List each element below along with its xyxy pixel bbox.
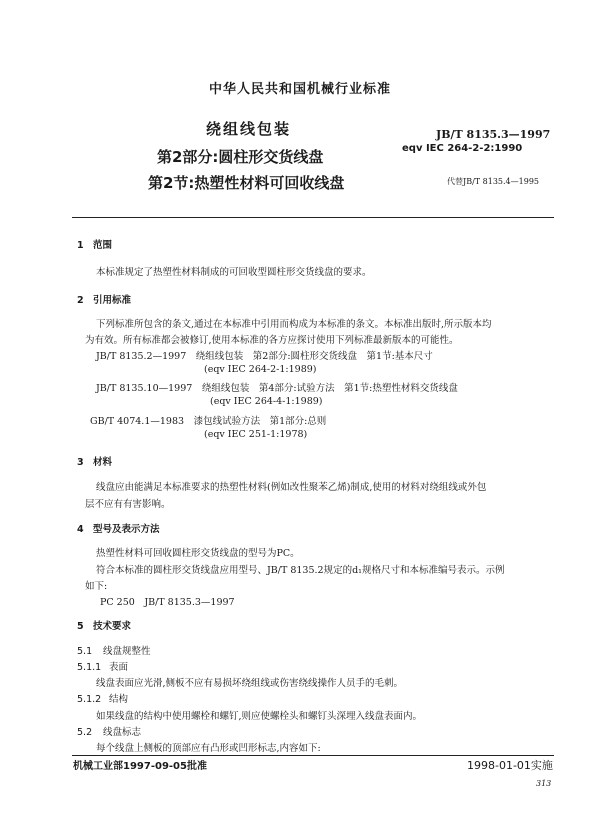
reference-3-eqv: (eqv IEC 251-1:1978) — [204, 429, 308, 440]
reference-1-eqv: (eqv IEC 264-2-1:1989) — [204, 364, 317, 375]
section-4-text-2: 符合本标准的圆柱形交货线盘应用型号、JB/T 8135.2规定的d₁规格尺寸和本标准编号表示。示例 — [96, 565, 505, 576]
effective-date: 1998-01-01实施 — [467, 759, 553, 772]
section-3-text-1: 线盘应由能满足本标准要求的热塑性材料(例如改性聚苯乙烯)制成,使用的材料对绕组线或外包 — [96, 482, 487, 493]
title-line-1: 绕组线包装 — [206, 120, 292, 138]
footer-divider — [72, 755, 554, 756]
section-4-text-3: 如下: — [85, 581, 108, 592]
section-5-heading: 5 技术要求 — [77, 621, 132, 632]
section-5-2-heading: 5.2 线盘标志 — [77, 727, 142, 738]
reference-2: JB/T 8135.10—1997 绕组线包装 第4部分:试验方法 第1节:热塑性材料交货线盘 — [96, 383, 458, 394]
section-5-1-heading: 5.1 线盘规整性 — [77, 646, 151, 657]
section-1-heading: 1 范围 — [77, 240, 113, 251]
section-4-text-1: 热塑性材料可回收圆柱形交货线盘的型号为PC。 — [96, 548, 300, 559]
section-2-text-1: 下列标准所包含的条文,通过在本标准中引用而构成为本标准的条文。本标准出版时,所示版本均 — [96, 319, 492, 330]
section-5-1-1-text: 线盘表面应光滑,侧板不应有易损坏绕组线或伤害绕线操作人员手的毛刺。 — [96, 678, 404, 689]
reference-1: JB/T 8135.2—1997 绕组线包装 第2部分:圆柱形交货线盘 第1节:基本尺寸 — [96, 351, 433, 362]
title-line-3: 第2节:热塑性材料可回收线盘 — [148, 174, 345, 192]
title-line-2: 第2部分:圆柱形交货线盘 — [157, 148, 324, 166]
section-5-1-1-heading: 5.1.1 表面 — [77, 662, 129, 673]
section-4-heading: 4 型号及表示方法 — [77, 524, 160, 535]
section-3-text-2: 层不应有有害影响。 — [85, 499, 171, 510]
approval-date: 机械工业部1997-09-05批准 — [73, 761, 207, 772]
section-3-heading: 3 材料 — [77, 457, 113, 468]
section-2-heading: 2 引用标准 — [77, 295, 132, 306]
section-1-text: 本标准规定了热塑性材料制成的可回收型圆柱形交货线盘的要求。 — [96, 267, 372, 278]
section-5-1-2-text: 如果线盘的结构中使用螺栓和螺钉,则应使螺栓头和螺钉头深埋入线盘表面内。 — [96, 711, 423, 722]
replaces-standard: 代替JB/T 8135.4—1995 — [447, 177, 540, 186]
header-divider — [72, 217, 554, 218]
section-2-text-2: 为有效。所有标准都会被修订,使用本标准的各方应探讨使用下列标准最新版本的可能性。 — [85, 335, 459, 346]
reference-3: GB/T 4074.1—1983 漆包线试验方法 第1部分:总则 — [90, 416, 327, 427]
section-4-example: PC 250 JB/T 8135.3—1997 — [100, 597, 235, 608]
section-5-2-text: 每个线盘上侧板的顶部应有凸形或凹形标志,内容如下: — [96, 743, 321, 754]
equivalent-standard: eqv IEC 264-2-2:1990 — [402, 143, 523, 154]
issuing-organization: 中华人民共和国机械行业标准 — [208, 82, 391, 97]
reference-2-eqv: (eqv IEC 264-4-1:1989) — [210, 396, 323, 407]
page-number: 313 — [536, 779, 552, 788]
standard-number: JB/T 8135.3—1997 — [436, 128, 551, 141]
section-5-1-2-heading: 5.1.2 结构 — [77, 694, 129, 705]
